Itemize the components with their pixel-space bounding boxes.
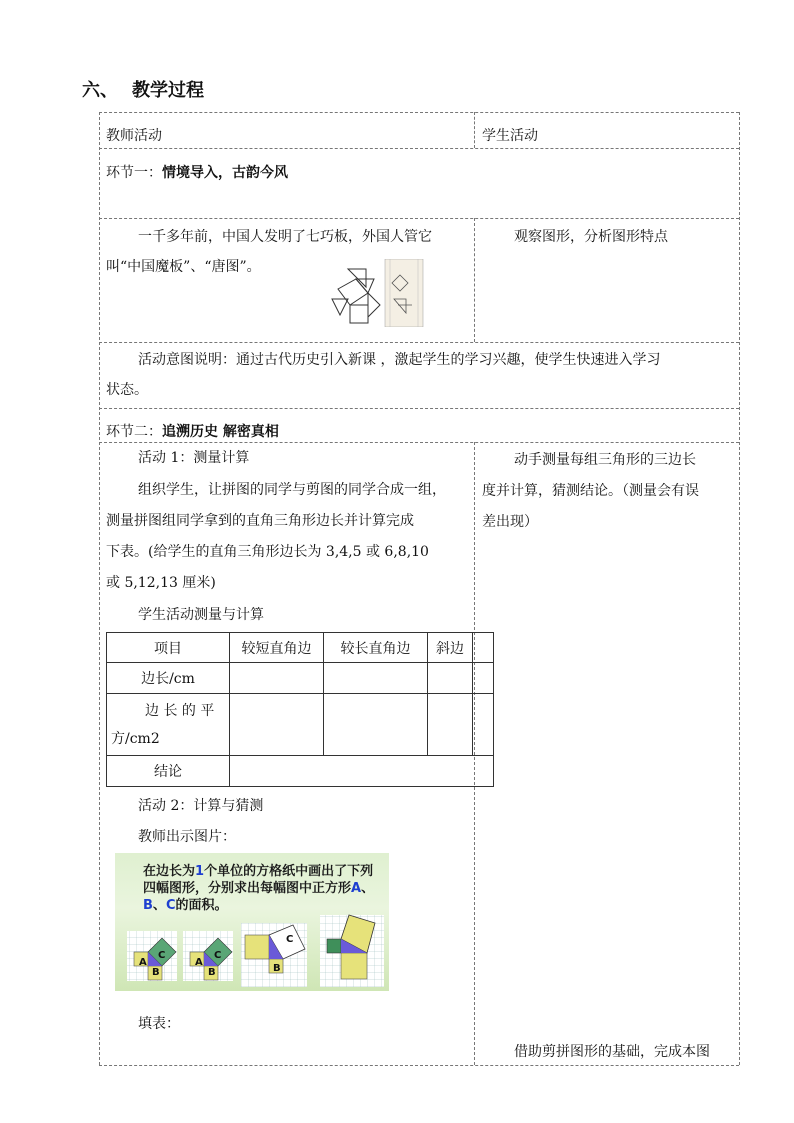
col-divider <box>474 112 475 148</box>
table-cell <box>230 694 324 756</box>
activity1-para-1: 组织学生，让拼图的同学与剪图的同学合成一组， <box>138 482 446 498</box>
slide-text-2: 1 <box>195 864 205 879</box>
activity1-para-3: 下表。(给学生的直角三角形边长为 3,4,5 或 6,8,10 <box>106 544 429 560</box>
slide-text-4: A <box>351 881 362 896</box>
fill-table-label: 填表： <box>138 1016 180 1032</box>
label-c: C <box>158 950 166 961</box>
slide-image <box>115 853 389 991</box>
table-cell <box>473 694 494 756</box>
stage2-student-bottom: 借助剪拼图形的基础，完成本图 <box>514 1044 710 1060</box>
activity2-title: 活动 2：计算与猜测 <box>138 798 264 814</box>
label-a: A <box>195 957 203 968</box>
row-square <box>107 694 230 756</box>
label-c: C <box>286 934 294 945</box>
table-cell <box>428 694 473 756</box>
row-border <box>99 148 739 149</box>
slide-text-9: 的面积。 <box>175 898 228 913</box>
label-b: B <box>208 967 216 978</box>
activity1-title: 活动 1：测量计算 <box>138 450 250 466</box>
stage1-para-line1: 一千多年前，中国人发明了七巧板，外国人管它 <box>138 229 432 245</box>
header-student: 学生活动 <box>482 128 538 144</box>
stage1-label: 环节一： <box>106 165 162 181</box>
tangram-image <box>328 259 424 327</box>
stage1-intent-line1: 活动意图说明：通过古代历史引入新课 ，激起学生的学习兴趣，使学生快速进入学习 <box>138 352 661 368</box>
th-short-leg: 较短直角边 <box>230 633 324 663</box>
table-caption: 学生活动测量与计算 <box>138 607 264 623</box>
slide-text-1: 在边长为 <box>143 864 196 879</box>
row-border <box>99 408 739 409</box>
slide-text-8: C <box>165 898 176 913</box>
slide-text-3: 个单位的方格纸中画出了下列四幅图形，分别求出每幅图中正方形 <box>143 864 374 896</box>
table-cell <box>473 633 494 663</box>
stage2-heading <box>106 422 279 442</box>
row-border <box>99 1065 739 1066</box>
label-b: B <box>273 963 281 974</box>
section-number: 六、 <box>82 80 118 101</box>
col-divider <box>474 218 475 342</box>
th-long-leg: 较长直角边 <box>324 633 428 663</box>
conclusion-cell <box>230 756 494 787</box>
teacher-show: 教师出示图片： <box>138 829 236 845</box>
activity1-para-2: 测量拼图组同学拿到的直角三角形边长并计算完成 <box>106 513 414 529</box>
stage2-title: 追溯历史 解密真相 <box>162 424 279 440</box>
activity1-para-4: 或 5,12,13 厘米) <box>106 575 216 591</box>
th-hypotenuse: 斜边 <box>428 633 473 663</box>
measurement-table <box>106 632 494 787</box>
stage2-student-line2: 度并计算，猜测结论。（测量会有误 <box>482 483 699 499</box>
row-border <box>99 218 739 219</box>
table-border-left <box>99 112 100 1065</box>
slide-text-5: 、 <box>361 881 375 896</box>
row-border <box>99 112 739 113</box>
stage1-intent-line2: 状态。 <box>106 382 148 398</box>
stage1-student: 观察图形，分析图形特点 <box>514 229 668 245</box>
stage1-heading <box>106 163 288 183</box>
table-border-right <box>739 112 740 1065</box>
stage2-student-line3: 差出现） <box>482 514 538 530</box>
stage1-para-line2: 叫“中国魔板”、“唐图”。 <box>106 259 261 275</box>
table-cell <box>324 694 428 756</box>
table-cell <box>324 663 428 694</box>
table-cell <box>473 663 494 694</box>
th-item: 项目 <box>107 633 230 663</box>
label-c: C <box>214 950 222 961</box>
stage1-title: 情境导入，古韵今风 <box>162 165 288 181</box>
table-cell <box>428 663 473 694</box>
table-cell <box>230 663 324 694</box>
row-conclusion: 结论 <box>107 756 230 787</box>
label-b: B <box>152 967 160 978</box>
row-border <box>99 442 739 443</box>
stage2-student-line1: 动手测量每组三角形的三边长 <box>514 452 696 468</box>
row-border <box>99 342 739 343</box>
header-teacher: 教师活动 <box>106 128 162 144</box>
slide-text-6: B <box>143 898 153 913</box>
label-a: A <box>139 957 147 968</box>
row-square-line1: 边 长 的 平 <box>145 702 215 719</box>
section-title <box>82 76 204 102</box>
row-length: 边长/cm <box>107 663 230 694</box>
section-heading: 教学过程 <box>132 80 204 101</box>
slide-text-7: 、 <box>152 898 166 913</box>
stage2-label: 环节二： <box>106 424 162 440</box>
row-square-line2: 方/cm2 <box>111 730 160 747</box>
